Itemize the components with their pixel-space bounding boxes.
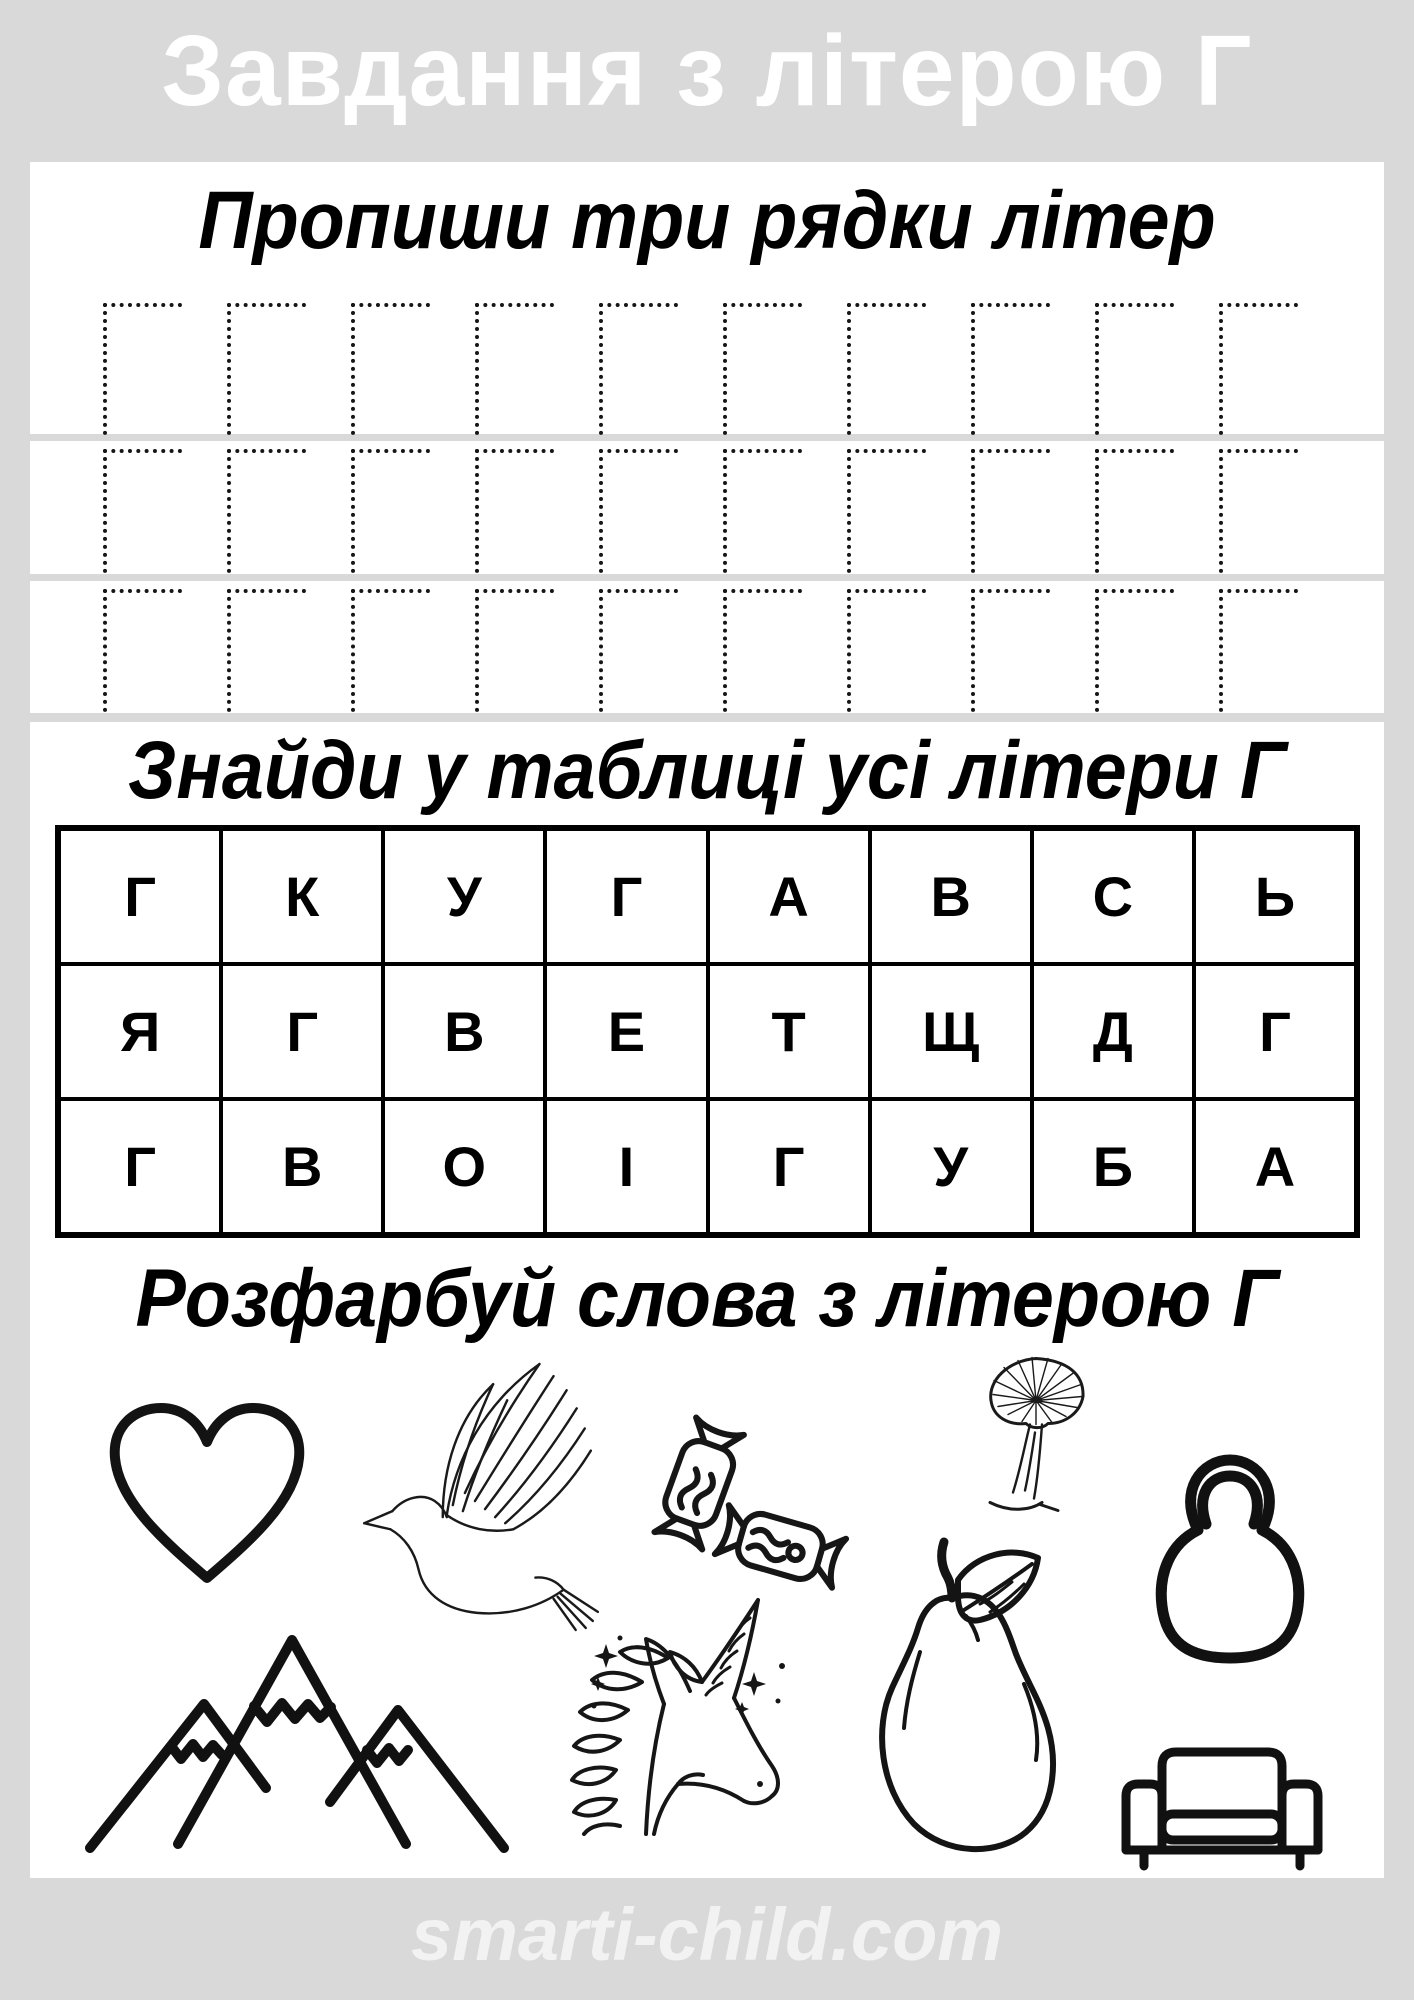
- trace-letter-Г[interactable]: [599, 449, 678, 573]
- letter-cell[interactable]: Д: [1032, 964, 1194, 1099]
- trace-letter-Г[interactable]: [103, 303, 182, 435]
- coloring-item-dove[interactable]: [358, 1356, 600, 1632]
- grid-heading: Знайди у таблиці усі літери Г: [127, 725, 1287, 816]
- trace-letter-Г[interactable]: [1095, 449, 1174, 573]
- letter-cell-target[interactable]: Г: [59, 829, 221, 964]
- letter-cell[interactable]: Щ: [870, 964, 1032, 1099]
- trace-letter-Г[interactable]: [103, 589, 182, 712]
- letter-cell[interactable]: В: [221, 1099, 383, 1234]
- trace-letter-Г[interactable]: [1219, 449, 1298, 573]
- trace-letter-Г[interactable]: [1219, 589, 1298, 712]
- coloring-item-heart[interactable]: [95, 1390, 320, 1595]
- letter-cell[interactable]: Е: [545, 964, 707, 1099]
- letter-cell[interactable]: В: [870, 829, 1032, 964]
- letter-cell-target[interactable]: Г: [1194, 964, 1356, 1099]
- mountains-icon: [68, 1626, 516, 1854]
- tracing-panel-row-2: [30, 441, 1384, 574]
- coloring-heading: Розфарбуй слова з літерою Г: [135, 1253, 1279, 1344]
- trace-letter-Г[interactable]: [599, 589, 678, 712]
- letter-cell[interactable]: О: [383, 1099, 545, 1234]
- letter-cell[interactable]: Ь: [1194, 829, 1356, 964]
- trace-letter-Г[interactable]: [227, 449, 306, 573]
- unicorn-icon: [550, 1594, 790, 1836]
- trace-letter-Г[interactable]: [351, 589, 430, 712]
- letter-cell-target[interactable]: Г: [545, 829, 707, 964]
- trace-row-2: [30, 441, 1384, 574]
- trace-letter-Г[interactable]: [227, 589, 306, 712]
- letter-cell[interactable]: Т: [708, 964, 870, 1099]
- trace-letter-Г[interactable]: [723, 303, 802, 435]
- pear-icon: [862, 1536, 1067, 1866]
- coloring-item-sofa[interactable]: [1112, 1738, 1332, 1871]
- mushroom-icon: [978, 1352, 1098, 1528]
- trace-letter-Г[interactable]: [723, 589, 802, 712]
- letter-cell-target[interactable]: Г: [221, 964, 383, 1099]
- sofa-icon: [1112, 1738, 1332, 1871]
- letter-cell-target[interactable]: Г: [59, 1099, 221, 1234]
- letter-cell[interactable]: В: [383, 964, 545, 1099]
- site-footer: smarti-child.com: [410, 1893, 1004, 1976]
- trace-letter-Г[interactable]: [971, 449, 1050, 573]
- letter-cell[interactable]: К: [221, 829, 383, 964]
- trace-letter-Г[interactable]: [723, 449, 802, 573]
- trace-letter-Г[interactable]: [1219, 303, 1298, 435]
- coloring-item-pear[interactable]: [862, 1536, 1067, 1866]
- trace-letter-Г[interactable]: [971, 303, 1050, 435]
- letter-cell[interactable]: І: [545, 1099, 707, 1234]
- trace-letter-Г[interactable]: [351, 449, 430, 573]
- trace-letter-Г[interactable]: [475, 589, 554, 712]
- trace-row-1: [30, 162, 1384, 434]
- trace-letter-Г[interactable]: [599, 303, 678, 435]
- letter-cell[interactable]: А: [708, 829, 870, 964]
- trace-letter-Г[interactable]: [971, 589, 1050, 712]
- tracing-panel-row-3: [30, 581, 1384, 713]
- kettlebell-icon: [1140, 1448, 1320, 1670]
- main-panel: [30, 722, 1384, 1878]
- page-title: Завдання з літерою Г: [161, 15, 1253, 127]
- letter-grid: [55, 825, 1360, 1238]
- tracing-heading: Пропиши три рядки літер: [198, 175, 1216, 266]
- coloring-item-unicorn[interactable]: [550, 1594, 790, 1836]
- trace-letter-Г[interactable]: [227, 303, 306, 435]
- trace-row-3: [30, 581, 1384, 713]
- letter-cell[interactable]: А: [1194, 1099, 1356, 1234]
- trace-letter-Г[interactable]: [475, 303, 554, 435]
- letter-cell-target[interactable]: Г: [708, 1099, 870, 1234]
- letter-cell[interactable]: С: [1032, 829, 1194, 964]
- heart-icon: [95, 1390, 320, 1595]
- trace-letter-Г[interactable]: [103, 449, 182, 573]
- dove-icon: [358, 1356, 600, 1632]
- trace-letter-Г[interactable]: [351, 303, 430, 435]
- trace-letter-Г[interactable]: [847, 303, 926, 435]
- trace-letter-Г[interactable]: [1095, 589, 1174, 712]
- trace-letter-Г[interactable]: [475, 449, 554, 573]
- coloring-item-mushroom[interactable]: [978, 1352, 1098, 1528]
- coloring-item-mountains[interactable]: [68, 1626, 516, 1854]
- letter-cell[interactable]: Я: [59, 964, 221, 1099]
- tracing-panel-row-1: [30, 162, 1384, 434]
- trace-letter-Г[interactable]: [1095, 303, 1174, 435]
- letter-cell[interactable]: У: [870, 1099, 1032, 1234]
- letter-cell[interactable]: У: [383, 829, 545, 964]
- trace-letter-Г[interactable]: [847, 449, 926, 573]
- coloring-item-kettlebell[interactable]: [1140, 1448, 1320, 1670]
- letter-cell[interactable]: Б: [1032, 1099, 1194, 1234]
- trace-letter-Г[interactable]: [847, 589, 926, 712]
